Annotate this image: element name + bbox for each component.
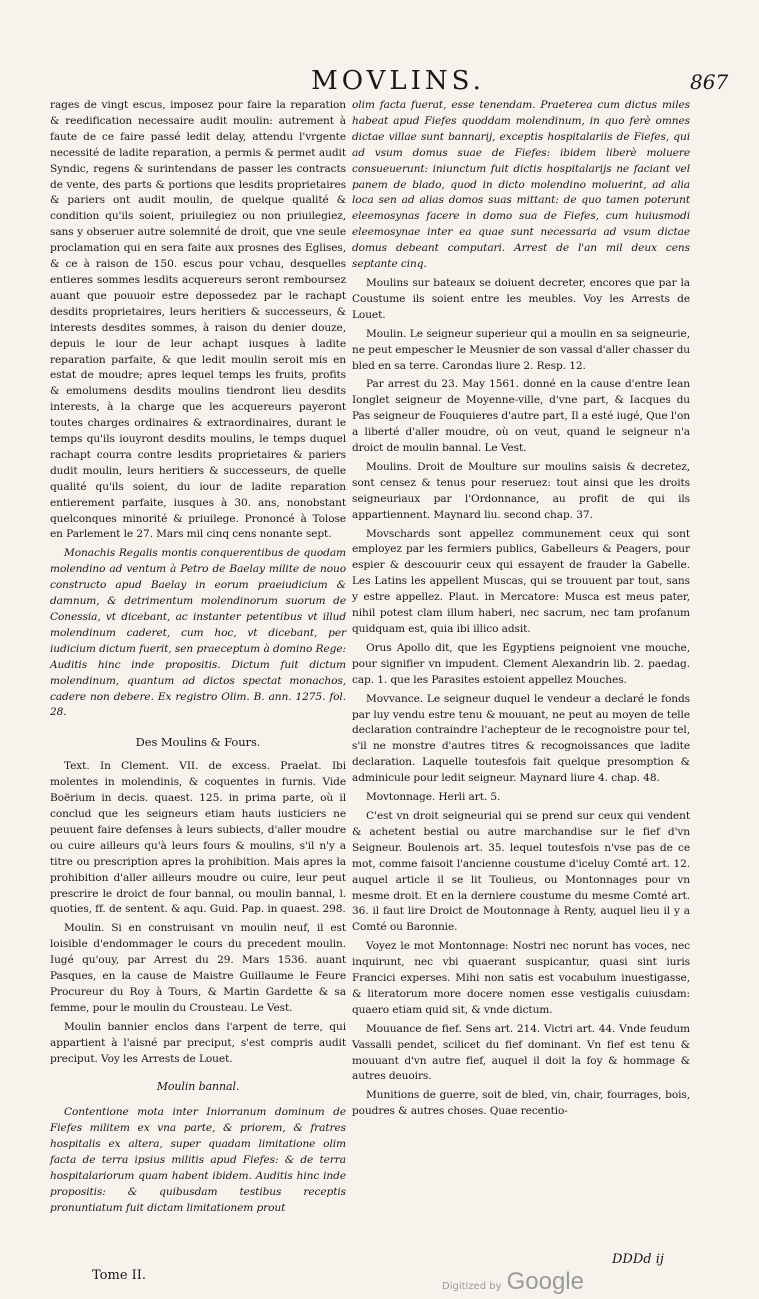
paragraph: Moulin. Le seigneur superieur qui a moulin en sa seigneurie, ne peut empescher le Meusnier de son vassal d'aller chasser du bled en sa terre. Carondas liure 2. Resp. 12. bbox=[352, 327, 690, 372]
paragraph: Moulins. Droit de Moulture sur moulins saisis & decretez, sont censez & tenus pour reseruez: tout ainsi que les droits seigneuriaux par l'Ordonnance, au profit de qui ils appartiennent. Maynard liu. second chap. 37. bbox=[352, 460, 690, 521]
running-title: MOVLINS. bbox=[311, 66, 485, 96]
paragraph: Par arrest du 23. May 1561. donné en la cause d'entre Iean Ionglet seigneur de Moyenne-ville, d'vne part, & Iacques du Pas seigneur de Fouquieres d'autre part, Il a esté iugé, Que l'on a liberté d'aller moudre, où on veut, quand le seigneur n'a droict de moulin bannal. Le Vest. bbox=[352, 378, 690, 455]
paragraph: Munitions de guerre, soit de bled, vin, chair, fourrages, bois, poudres & autres choses. Quae recentio- bbox=[352, 1089, 690, 1118]
paragraph: Voyez le mot Montonnage: Nostri nec norunt has voces, nec inquirunt, nec vbi quaerant suspicantur, quasi sint iuris Francici experses. Mihi non satis est vocabulum inuestigasse, & literatorum more docere nomen esse vestigalis cuiusdam: quaero etiam quid sit, & vnde dictum. bbox=[352, 940, 690, 1016]
page-number: 867 bbox=[690, 70, 729, 94]
page-header bbox=[0, 66, 759, 100]
left-column bbox=[50, 98, 346, 1220]
paragraph-latin: Monachis Regalis montis conquerentibus de quodam molendino ad ventum à Petro de Baelay milite de nouo constructo apud Baelay in eorum praeiudicium & damnum, & detrimentum molendinorum suorum de Conessia, vt dicebant, ac instanter petentibus vt illud molendinum caderet, cum hoc, vt dicebant, per iudicium dictum fuerit, sen praeceptum à domino Rege: Auditis hinc inde propositis. Dictum fuit dictum molendinum, quantum ad dictos spectat monachos, cadere non debere. Ex registro Olim. B. ann. 1275. fol. 28. bbox=[50, 547, 346, 719]
section-heading: Des Moulins & Fours. bbox=[135, 735, 261, 750]
paragraph: Mouuance de fief. Sens art. 214. Victri art. 44. Vnde feudum Vassalli pendet, scilicet du fief dominant. Vn fief est tenu & mouuant d'vn autre fief, auquel il doit la foy & hommage & autres deuoirs. bbox=[352, 1022, 690, 1083]
paragraph: Text. In Clement. VII. de excess. Praelat. Ibi molentes in molendinis, & coquentes in furnis. Vide Boërium in decis. quaest. 125. in prima parte, où il conclud que les seigneurs etiam hauts iusticiers ne peuuent faire defenses à leurs subiects, d'aller moudre ou cuire ailleurs qu'à leurs fours & moulins, s'il n'y a titre ou prescription apres la prohibition. Mais apres la prohibition d'aller ailleurs moudre ou cuire, leur peut prescrire le droict de four bannal, ou moulin bannal, l. quoties, ff. de sentent. & aqu. Guid. Pap. in quaest. 298. bbox=[50, 760, 346, 916]
watermark-prefix: Digitized by bbox=[442, 1281, 502, 1292]
paragraph: Movvance. Le seigneur duquel le vendeur a declaré le fonds par luy vendu estre tenu & mouuant, ne peut au moyen de telle declaration contraindre l'achepteur de le recognoistre pour tel, s'il ne monstre d'autres titres & recognoissances que ladite declaration. Laquelle toutesfois fait quelque presomption & adminicule pour ledit seigneur. Maynard liure 4. chap. 48. bbox=[352, 692, 690, 785]
volume-label: Tome II. bbox=[92, 1268, 147, 1283]
subsection-heading: Moulin bannal. bbox=[156, 1080, 240, 1094]
paragraph: C'est vn droit seigneurial qui se prend sur ceux qui vendent & achetent bestial ou autre marchandise sur le fief d'vn Seigneur. Boulenois art. 35. lequel toutesfois n'vse pas de ce mot, comme faisoit l'ancienne coustume d'iceluy Comté art. 12. auquel article il se lit Toulieus, ou Montonnages pour vn mesme droit. Et en la derniere coustume du mesme Comté art. 36. il faut lire Droict de Moutonnage à Renty, auquel lieu il y a Comté ou Baronnie. bbox=[352, 809, 690, 934]
google-logo: Google bbox=[506, 1268, 584, 1295]
paragraph-latin: Contentione mota inter Iniorranum dominum de Fiefes militem ex vna parte, & priorem, & fratres hospitalis ex altera, super quadam limitatione olim facta de terra ipsius militis apud Fiefes: & de terra hospitalariorum quam habent ibidem. Auditis hinc inde propositis: & quibusdam testibus receptis pronuntiatum fuit dictam limitationem prout bbox=[50, 1106, 346, 1214]
paragraph: rages de vingt escus, imposez pour faire la reparation & reedification necessaire audit moulin: autrement à faute de ce faire passé ledit delay, attendu l'vrgente necessité de ladite reparation, a permis & permet audit Syndic, regens & surintendans de passer les contracts de vente, des parts & portions que lesdits proprietaires & pariers ont audit moulin, de quelque qualité & condition qu'ils soient, priuilegiez ou non priuilegiez, sans y obseruer autre solemnité de droit, que vne seule proclamation qui en sera faite aux prosnes des Eglises, & ce à raison de 150. escus pour vchau, desquelles entieres sommes lesdits acquereurs seront remboursez auant que pouuoir estre depossedez par le rachapt desdits proprietaires, leurs heritiers & successeurs, & interests desdites sommes, à raison du denier douze, depuis le iour de leur achapt iusques à ladite reparation parfaite, & que ledit moulin seroit mis en estat de moudre; apres lequel temps les fruits, profits & emolumens desdits moulins tiendront lieu desdits interests, à la charge que les acquereurs payeront toutes charges ordinaires & extraordinaires, durant le temps qu'ils iouyront desdits moulins, le temps duquel rachapt courra contre lesdits proprietaires & pariers dudit moulin, leurs heritiers & successeurs, de quelle qualité qu'ils soient, du iour de ladite reparation entierement parfaite, iusques à 30. ans, nonobstant quelconques minorité & priuilege. Prononcé à Tolose en Parlement le 27. Mars mil cinq cens nonante sept. bbox=[50, 99, 346, 541]
digitized-watermark bbox=[442, 1268, 584, 1296]
paragraph: Moulin bannier enclos dans l'arpent de terre, qui appartient à l'aisné par preciput, s'est compris audit preciput. Voy les Arrests de Louet. bbox=[50, 1020, 346, 1065]
signature-mark: DDDd ij bbox=[612, 1252, 664, 1267]
paragraph: Movtonnage. Herli art. 5. bbox=[366, 791, 501, 804]
paragraph-latin: olim facta fuerat, esse tenendam. Praeterea cum dictus miles habeat apud Fiefes quoddam molendinum, in quo ferè omnes dictae villae sunt bannarij, exceptis hospitalariis de Fiefes, qui ad vsum domus suae de Fiefes: ibidem liberè moluere consueuerunt: iniunctum fuit dictis hospitalarijs ne faciant vel panem de blado, quod in dicto molendino moluerint, ad alia loca sen ad alias domos suas mittant: de quo tamen poterunt eleemosynas facere in domo sua de Fiefes, cum huiusmodi eleemosynae inter ea quae sunt necessaria ad vsum dictae domus debeant computari. Arrest de l'an mil deux cens septante cinq. bbox=[352, 99, 690, 271]
paragraph: Orus Apollo dit, que les Egyptiens peignoient vne mouche, pour signifier vn impudent. Clement Alexandrin lib. 2. paedag. cap. 1. que les Parasites estoient appellez Mouches. bbox=[352, 641, 690, 686]
paragraph: Moulins sur bateaux se doiuent decreter, encores que par la Coustume ils soient entre les meubles. Voy les Arrests de Louet. bbox=[352, 276, 690, 321]
paragraph: Movschards sont appellez communement ceux qui sont employez par les fermiers publics, Gabelleurs & Peagers, pour espier & descouurir ceux qui essayent de frauder la Gabelle. Les Latins les appellent Muscas, qui se trouuent par tout, sans y estre appellez. Plaut. in Mercatore: Musca est meus pater, nihil potest clam illum haberi, nec sacrum, nec tam profanum quidquam est, quia ibi illico adsit. bbox=[352, 527, 690, 635]
right-column bbox=[352, 98, 690, 1123]
paragraph: Moulin. Si en construisant vn moulin neuf, il est loisible d'endommager le cours du precedent moulin. Iugé qu'ouy, par Arrest du 29. Mars 1536. auant Pasques, en la cause de Maistre Guillaume le Feure Procureur du Roy à Tours, & Martin Gardette & sa femme, pour le moulin du Crousteau. Le Vest. bbox=[50, 922, 346, 1014]
